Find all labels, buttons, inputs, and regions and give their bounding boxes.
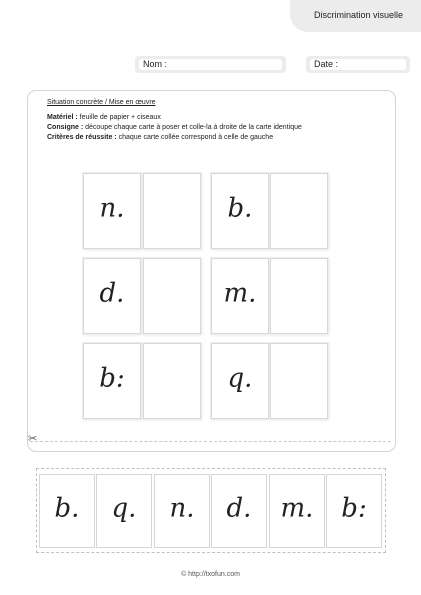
cutout-card[interactable]: q. <box>96 474 152 548</box>
date-label: Date : <box>314 59 339 69</box>
cutout-card[interactable]: b. <box>39 474 95 548</box>
card-slot[interactable] <box>143 173 201 249</box>
footer-credit: © http://txofun.com <box>181 571 240 578</box>
consigne-line <box>47 124 302 131</box>
materiel-line <box>47 114 161 121</box>
card-model: b: <box>83 343 141 419</box>
card-model: q. <box>211 343 269 419</box>
situation-heading: Situation concrète / Mise en œuvre <box>47 99 156 106</box>
cut-line <box>30 441 391 442</box>
consigne-label: Consigne : <box>47 124 84 131</box>
card-model: b. <box>211 173 269 249</box>
card-model: n. <box>83 173 141 249</box>
cutout-card[interactable]: n. <box>154 474 210 548</box>
consigne-text: découpe chaque carte à poser et colle-la à droite de la carte identique <box>83 124 302 131</box>
criteres-line <box>47 134 273 141</box>
card-slot[interactable] <box>270 258 328 334</box>
date-field[interactable] <box>306 56 410 73</box>
card-model: d. <box>83 258 141 334</box>
card-slot[interactable] <box>143 343 201 419</box>
materiel-label: Matériel : <box>47 114 78 121</box>
cutout-card[interactable]: m. <box>269 474 325 548</box>
page-title: Discrimination visuelle <box>314 10 404 20</box>
cutout-card[interactable]: d. <box>211 474 267 548</box>
materiel-text: feuille de papier + ciseaux <box>77 114 161 121</box>
cutout-card[interactable]: b: <box>326 474 382 548</box>
criteres-label: Critères de réussite : <box>47 134 117 141</box>
card-model: m. <box>211 258 269 334</box>
card-slot[interactable] <box>270 173 328 249</box>
name-field[interactable] <box>135 56 286 73</box>
card-slot[interactable] <box>270 343 328 419</box>
scissors-icon: ✂ <box>28 433 38 445</box>
card-slot[interactable] <box>143 258 201 334</box>
name-label: Nom : <box>143 59 168 69</box>
criteres-text: chaque carte collée correspond à celle de gauche <box>116 134 274 141</box>
